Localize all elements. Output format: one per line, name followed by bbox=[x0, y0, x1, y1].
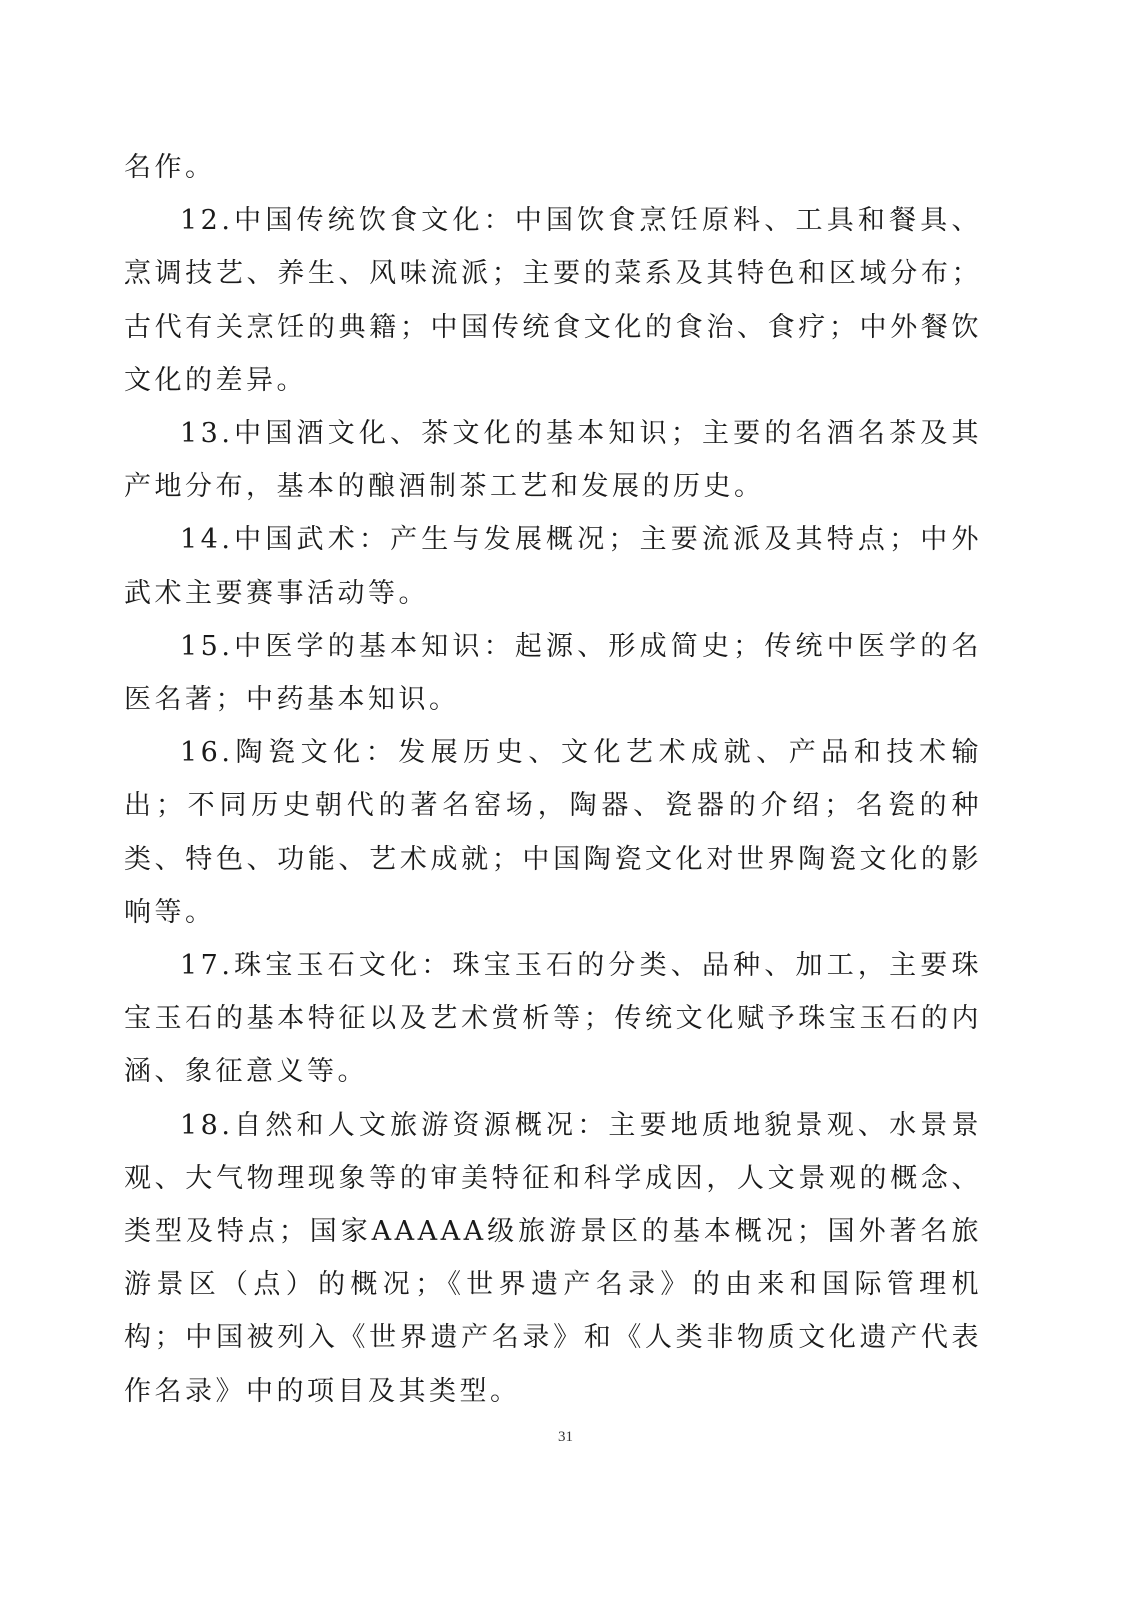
paragraph-item-16: 16.陶瓷文化：发展历史、文化艺术成就、产品和技术输出；不同历史朝代的著名窑场，陶器、瓷器的介绍；名瓷的种类、特色、功能、艺术成就；中国陶瓷文化对世界陶瓷文化的影响等。 bbox=[124, 737, 982, 928]
paragraph-continuation: 名作。 bbox=[124, 152, 216, 183]
paragraph-item-18: 18.自然和人文旅游资源概况：主要地质地貌景观、水景景观、大气物理现象等的审美特征和科学成因，人文景观的概念、类型及特点；国家AAAAA级旅游景区的基本概况；国外著名旅游景区（点）的概况；《世界遗产名录》的由来和国际管理机构；中国被列入《世界遗产名录》和《人类非物质文化遗产代表作名录》中的项目及其类型。 bbox=[124, 1109, 982, 1407]
page-number: 31 bbox=[558, 1429, 573, 1445]
paragraph-item-12: 12.中国传统饮食文化：中国饮食烹饪原料、工具和餐具、烹调技艺、养生、风味流派；主要的菜系及其特色和区域分布；古代有关烹饪的典籍；中国传统食文化的食治、食疗；中外餐饮文化的差异。 bbox=[124, 205, 982, 396]
paragraph-item-13: 13.中国酒文化、茶文化的基本知识；主要的名酒名茶及其产地分布，基本的酿酒制茶工艺和发展的历史。 bbox=[124, 418, 982, 503]
paragraph-item-14: 14.中国武术：产生与发展概况；主要流派及其特点；中外武术主要赛事活动等。 bbox=[124, 524, 982, 609]
paragraph-item-17: 17.珠宝玉石文化：珠宝玉石的分类、品种、加工，主要珠宝玉石的基本特征以及艺术赏析等；传统文化赋予珠宝玉石的内涵、象征意义等。 bbox=[124, 950, 982, 1088]
paragraph-item-15: 15.中医学的基本知识：起源、形成简史；传统中医学的名医名著；中药基本知识。 bbox=[124, 630, 982, 716]
body-text bbox=[124, 141, 982, 1418]
